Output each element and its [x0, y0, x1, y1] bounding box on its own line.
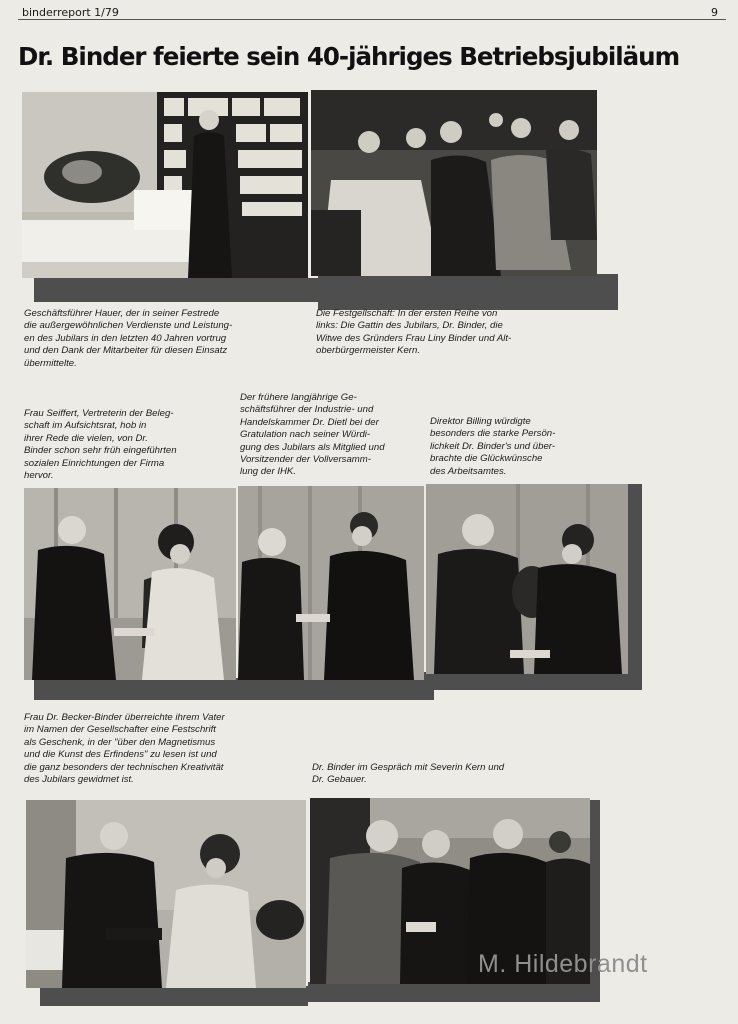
caption-festgesellschaft: Die Festgellschaft: In der ersten Reihe von links: Die Gattin des Jubilars, Dr. Binder, die Witwe des Gründers Frau Liny Binder und Alt- oberbürgermeister Kern. [316, 308, 512, 357]
photo-shadow [626, 484, 642, 690]
caption-becker: Frau Dr. Becker-Binder überreichte ihrem Vater im Namen der Gesellschafter eine Festschrift als Geschenk, in der "über den Magnetismus und die Kunst des Erfindens" zu lesen ist und die ganz besonders der technischen Kreativität des Jubilars gewidmet ist. [24, 712, 225, 786]
article-title: Dr. Binder feierte sein 40-jähriges Betriebsjubiläum [18, 42, 680, 71]
header-rule [18, 19, 726, 20]
publication-name: binderreport 1/79 [22, 6, 119, 19]
photo-shadow [318, 274, 618, 310]
photo-speech [22, 92, 308, 278]
photo-seiffert [24, 488, 236, 680]
caption-seiffert: Frau Seiffert, Vertreterin der Beleg- schaft im Aufsichtsrat, hob in ihrer Rede die vielen, von Dr. Binder schon sehr früh eingeführten sozialen Einrichtungen der Firma hervor. [24, 408, 177, 482]
photo-dietl [238, 486, 424, 680]
caption-billing: Direktor Billing würdigte besonders die starke Persön- lichkeit Dr. Binder's und über- brachte die Glückwünsche des Arbeitsamtes. [430, 416, 556, 477]
caption-hauer: Geschäftsführer Hauer, der in seiner Festrede die außergewöhnlichen Verdienste und Leistung- en des Jubilars in den letzten 40 Jahren vortrug und den Dank der Mitarbeiter für diesen Einsatz übermittelte. [24, 308, 233, 369]
photo-shadow [424, 672, 640, 690]
page-header [22, 6, 718, 20]
photo-billing [426, 484, 628, 674]
watermark: M. Hildebrandt [478, 950, 648, 978]
photo-shadow [34, 678, 434, 700]
caption-kern: Dr. Binder im Gespräch mit Severin Kern und Dr. Gebauer. [312, 762, 505, 786]
caption-dietl: Der frühere langjährige Ge- schäftsführer der Industrie- und Handelskammer Dr. Dietl bei der Gratulation nach seiner Würdi- gung des Jubilars als Mitglied und Vorsitzender der Vollversamm- lung der IHK. [240, 392, 385, 478]
page-number: 9 [711, 6, 718, 19]
photo-festschrift [26, 800, 306, 988]
photo-shadow [308, 982, 600, 1002]
photo-shadow [34, 278, 318, 302]
photo-shadow [40, 986, 308, 1006]
photo-audience [311, 90, 597, 276]
